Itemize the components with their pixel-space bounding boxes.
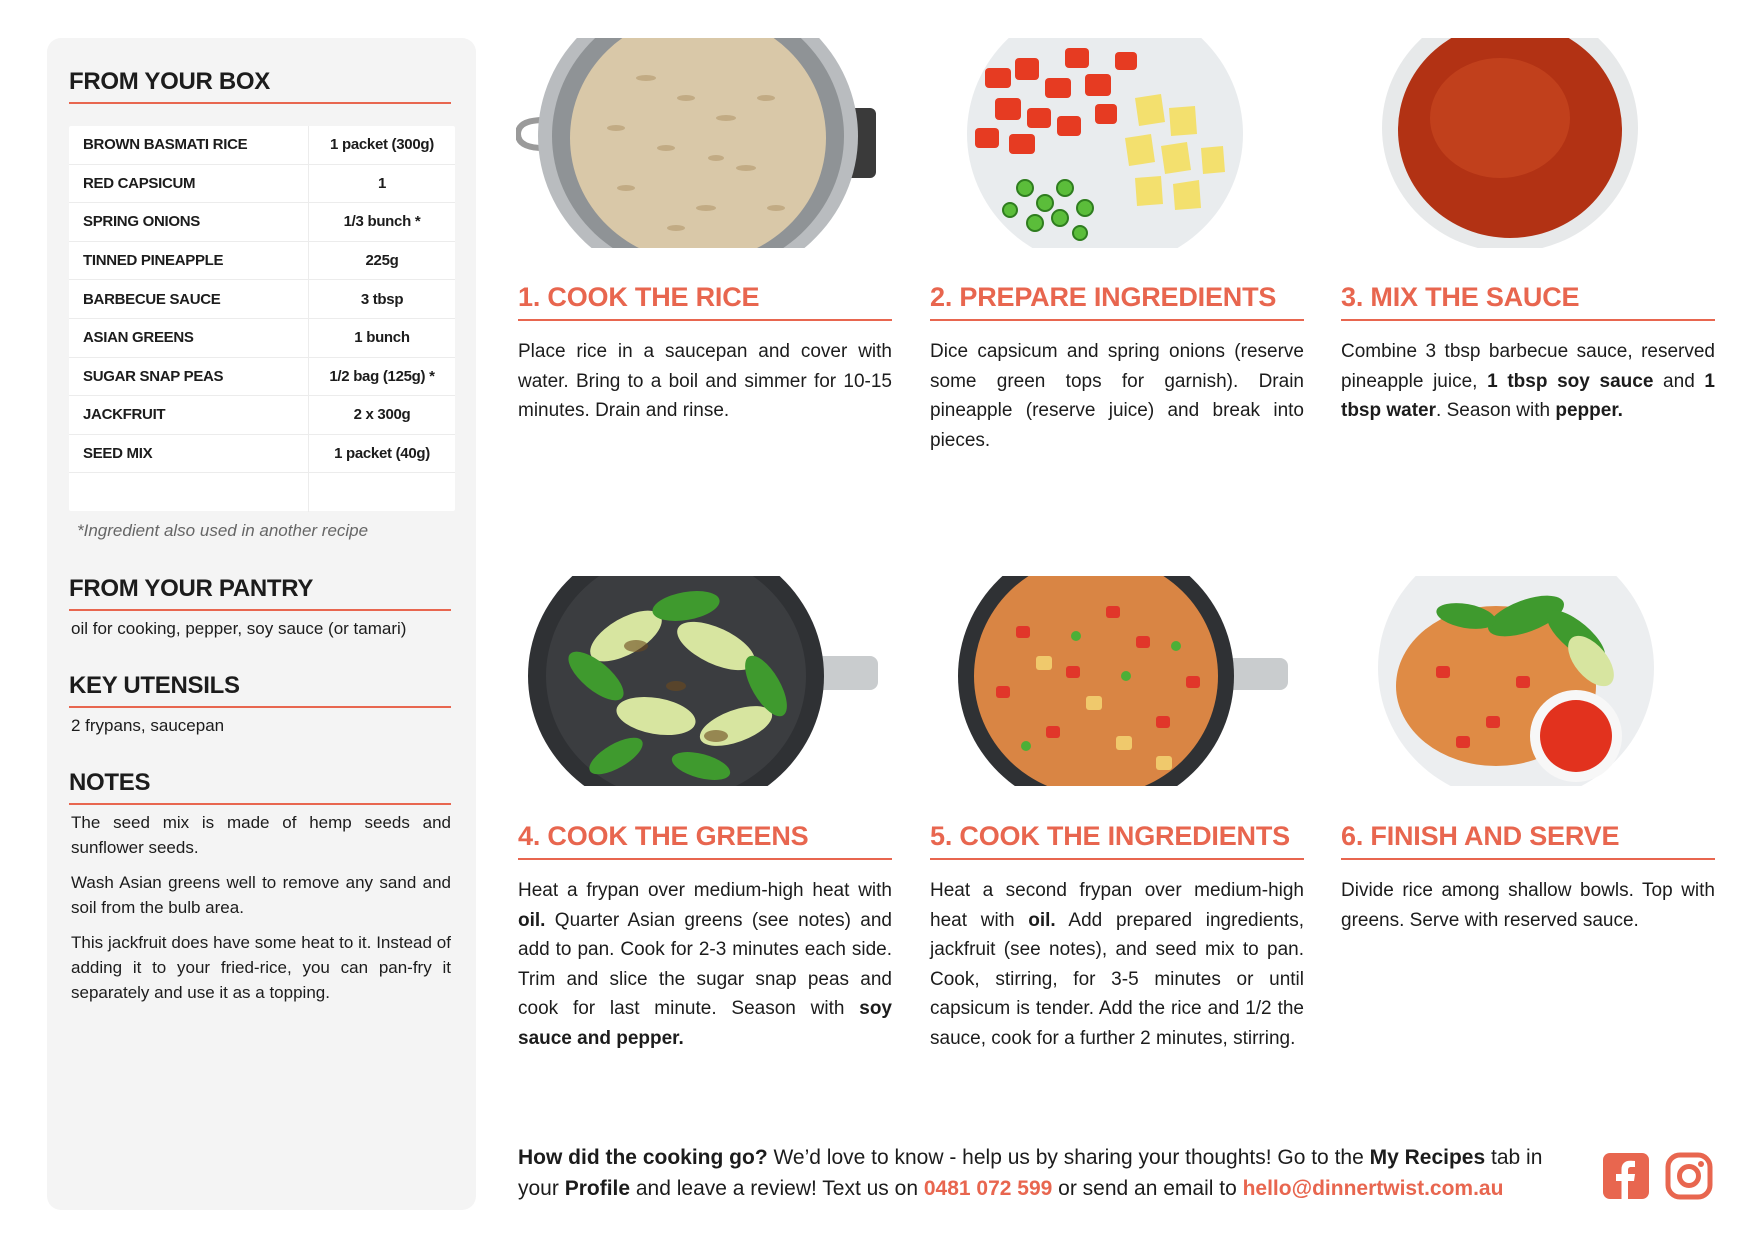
- text-segment: tab in your: [518, 1146, 1543, 1200]
- plated-fried-rice-image: [1376, 576, 1656, 786]
- note-paragraph: The seed mix is made of hemp seeds and sunflower seeds.: [71, 813, 451, 857]
- bold-text: 1 tbsp water: [1341, 370, 1715, 421]
- ingredient-name: ASIAN GREENS: [69, 319, 309, 357]
- step-1-body: [518, 337, 892, 426]
- ingredient-name: SEED MIX: [69, 435, 309, 473]
- text-segment: Heat a second frypan over medium-high heat with: [930, 880, 1304, 931]
- ingredient-qty: 1 bunch: [354, 329, 410, 347]
- bold-text: How did the cooking go?: [518, 1146, 768, 1169]
- ingredient-qty: 1: [377, 174, 387, 192]
- facebook-icon[interactable]: [1602, 1152, 1650, 1200]
- table-row: [69, 165, 455, 204]
- step-2-body: [930, 337, 1304, 455]
- ingredient-qty: 1/3 bunch *: [343, 213, 421, 231]
- table-row: [69, 203, 455, 242]
- ingredient-qty: 3 tbsp: [360, 290, 404, 308]
- notes-body: [71, 810, 451, 1015]
- key-utensils-heading: KEY UTENSILS: [69, 672, 451, 708]
- greens-in-frypan-image: [526, 576, 880, 786]
- step-5-body: [930, 876, 1304, 1053]
- from-your-pantry-heading: FROM YOUR PANTRY: [69, 575, 451, 611]
- contact-link[interactable]: hello@dinnertwist.com.au: [1242, 1177, 1504, 1200]
- ingredient-qty: 1/2 bag (125g) *: [329, 367, 435, 385]
- step-3-body: [1341, 337, 1715, 426]
- ingredients-table: [69, 126, 455, 511]
- table-row: [69, 435, 455, 474]
- ingredient-qty: 225g: [365, 252, 399, 270]
- step-6-title: 6. FINISH AND SERVE: [1341, 821, 1715, 860]
- utensils-text: 2 frypans, saucepan: [71, 716, 225, 735]
- ingredients-sidebar: [47, 38, 476, 1210]
- pantry-text: oil for cooking, pepper, soy sauce (or tamari): [71, 619, 407, 638]
- text-segment: We’d love to know - help us by sharing your thoughts! Go to the: [767, 1146, 1370, 1169]
- text-segment: Dice capsicum and spring onions (reserve some green tops for garnish). Drain pineapple (reserve juice) and break into pieces.: [930, 341, 1304, 451]
- table-row: [69, 126, 455, 165]
- note-paragraph: This jackfruit does have some heat to it. Instead of adding it to your fried-rice, you can pan-fry it separately and use it as a topping.: [71, 933, 451, 1002]
- step-4-title: 4. COOK THE GREENS: [518, 821, 892, 860]
- sauce-bowl-image: [1380, 38, 1640, 248]
- text-segment: Place rice in a saucepan and cover with water. Bring to a boil and simmer for 10-15 minutes. Drain and rinse.: [518, 341, 892, 421]
- bold-text: pepper.: [1555, 400, 1623, 421]
- ingredient-qty: 1 packet (300g): [330, 136, 434, 154]
- text-segment: Divide rice among shallow bowls. Top with greens. Serve with reserved sauce.: [1341, 880, 1715, 931]
- bold-text: oil.: [1028, 909, 1056, 931]
- text-segment: Combine 3 tbsp barbecue sauce, reserved pineapple juice,: [1341, 341, 1715, 392]
- text-segment: and: [1653, 370, 1705, 392]
- ingredient-name: SUGAR SNAP PEAS: [69, 358, 309, 396]
- table-row: [69, 242, 455, 281]
- notes-heading: NOTES: [69, 769, 451, 805]
- instagram-icon[interactable]: [1665, 1152, 1713, 1200]
- review-call-to-action: [518, 1142, 1578, 1204]
- table-row: [69, 280, 455, 319]
- table-row: [69, 358, 455, 397]
- table-row: [69, 319, 455, 358]
- bold-text: oil.: [518, 909, 546, 931]
- ingredient-name: BARBECUE SAUCE: [69, 280, 309, 318]
- step-5-title: 5. COOK THE INGREDIENTS: [930, 821, 1304, 860]
- text-segment: Quarter Asian greens (see notes) and add to pan. Cook for 2-3 minutes each side. Trim and slice the sugar snap peas and cook for last minute. Season with: [518, 909, 892, 1019]
- ingredient-name: JACKFRUIT: [69, 396, 309, 434]
- step-4-body: [518, 876, 892, 1053]
- ingredient-qty: 1 packet (40g): [334, 445, 430, 463]
- step-1-title: 1. COOK THE RICE: [518, 282, 892, 321]
- table-row-empty: [69, 473, 455, 512]
- note-paragraph: Wash Asian greens well to remove any sand and soil from the bulb area.: [71, 873, 451, 917]
- fried-rice-in-frypan-image: [956, 576, 1290, 786]
- contact-link[interactable]: 0481 072 599: [923, 1177, 1053, 1200]
- text-segment: Add prepared ingredients, jackfruit (see notes), and seed mix to pan. Cook, stirring, for 3-5 minutes or until capsicum is tender. Add the rice and 1/2 the sauce, cook for a further 2 minutes, stirring.: [930, 909, 1304, 1049]
- ingredient-name: SPRING ONIONS: [69, 203, 309, 241]
- ingredient-footnote: *Ingredient also used in another recipe: [77, 521, 369, 540]
- rice-in-colander-image: [516, 38, 880, 248]
- ingredient-name: TINNED PINEAPPLE: [69, 242, 309, 280]
- prepared-ingredients-image: [965, 38, 1245, 248]
- ingredient-name: RED CAPSICUM: [69, 165, 309, 203]
- text-segment: Heat a frypan over medium-high heat with: [518, 880, 892, 901]
- ingredient-name-empty: [69, 473, 309, 512]
- bold-text: 1 tbsp soy sauce: [1487, 370, 1654, 392]
- step-2-title: 2. PREPARE INGREDIENTS: [930, 282, 1304, 321]
- table-row: [69, 396, 455, 435]
- step-3-title: 3. MIX THE SAUCE: [1341, 282, 1715, 321]
- ingredient-qty: 2 x 300g: [353, 406, 411, 424]
- text-segment: and leave a review! Text us on: [630, 1177, 924, 1200]
- bold-text: Profile: [564, 1177, 631, 1200]
- from-your-box-heading: FROM YOUR BOX: [69, 68, 451, 104]
- bold-text: My Recipes: [1369, 1146, 1486, 1169]
- bold-text: soy sauce and pepper.: [518, 998, 892, 1049]
- step-6-body: [1341, 876, 1715, 935]
- ingredient-name: BROWN BASMATI RICE: [69, 126, 309, 164]
- text-segment: . Season with: [1436, 400, 1556, 421]
- text-segment: or send an email to: [1052, 1177, 1243, 1200]
